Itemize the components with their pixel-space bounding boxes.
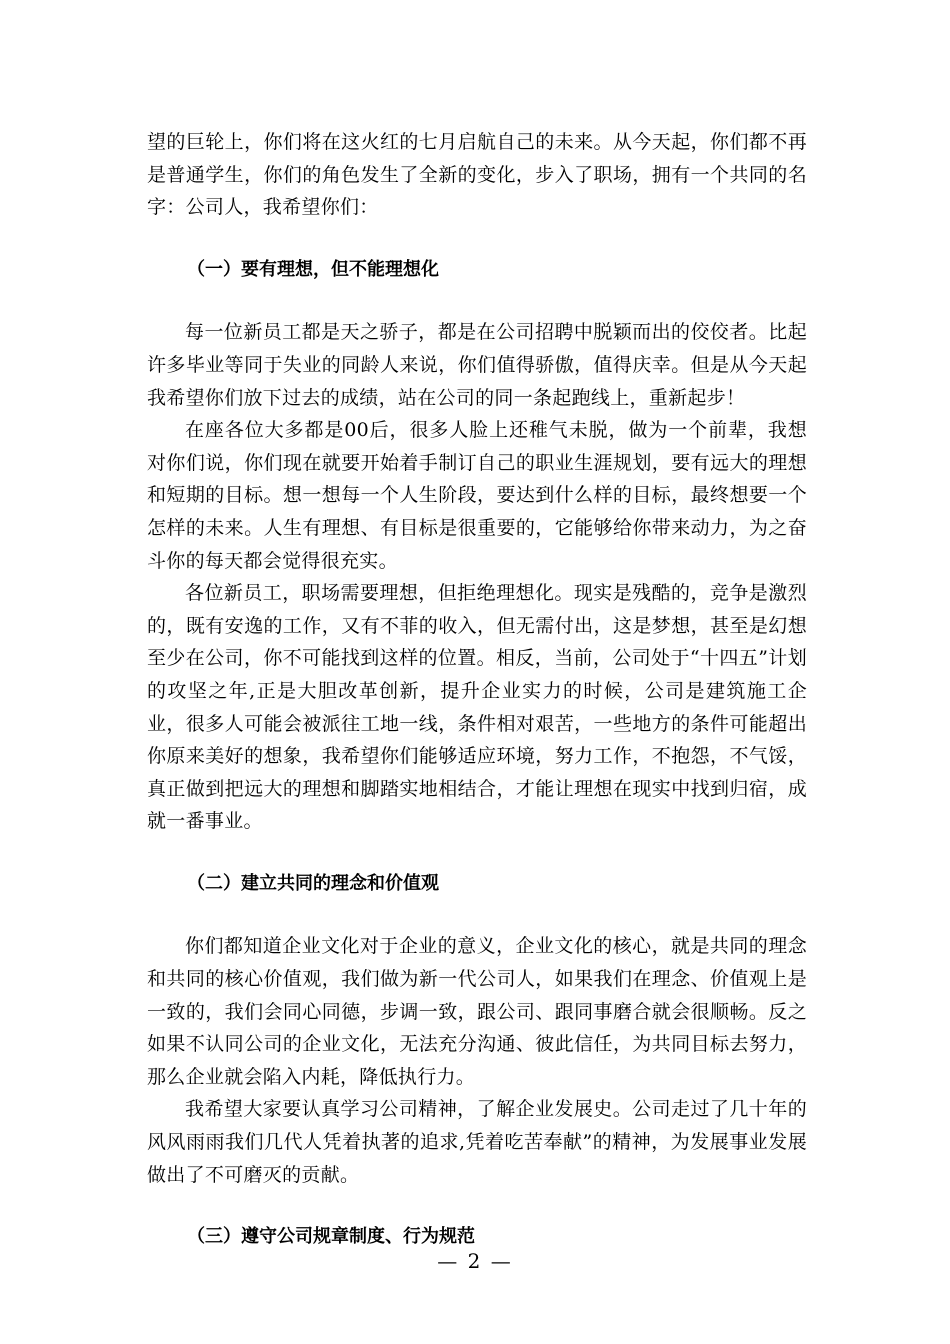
page-number: — 2 —: [437, 1249, 513, 1273]
paragraph-intro: 望的巨轮上，你们将在这火红的七月启航自己的未来。从今天起，你们都不再是普通学生，你们的角色发生了全新的变化，步入了职场，拥有一个共同的名字：公司人，我希望你们：: [147, 131, 807, 219]
paragraph-5: 我希望大家要认真学习公司精神，了解企业发展史。公司走过了几十年的风风雨雨我们几代人凭着执著的追求,凭着吃苦奉献”的精神，为发展事业发展做出了不可磨灭的贡献。: [147, 1098, 807, 1186]
paragraph-3: 各位新员工，职场需要理想，但拒绝理想化。现实是残酷的，竞争是激烈的，既有安逸的工作，又有不菲的收入，但无需付出，这是梦想，甚至是幻想至少在公司，你不可能找到这样的位置。相反，当前，公司处于“十四五”计划的攻坚之年,正是大胆改革创新，提升企业实力的时候，公司是建筑施工企业，很多人可能会被派往工地一线，条件相对艰苦，一些地方的条件可能超出你原来美好的想象，我希望你们能够适应环境，努力工作，不抱怨，不气馁，真正做到把远大的理想和脚踏实地相结合，才能让理想在现实中找到归宿，成就一番事业。: [147, 582, 807, 833]
paragraph-4: 你们都知道企业文化对于企业的意义，企业文化的核心，就是共同的理念和共同的核心价值观，我们做为新一代公司人，如果我们在理念、价值观上是一致的，我们会同心同德，步调一致，跟公司、跟同事磨合就会很顺畅。反之如果不认同公司的企业文化，无法充分沟通、彼此信任，为共同目标去努力，那么企业就会陷入内耗，降低执行力。: [147, 935, 807, 1088]
paragraph-1: 每一位新员工都是天之骄子，都是在公司招聘中脱颖而出的佼佼者。比起许多毕业等同于失业的同龄人来说，你们值得骄傲，值得庆幸。但是从今天起我希望你们放下过去的成绩，站在公司的同一条起跑线上，重新起步！: [147, 321, 807, 409]
body-text: [147, 126, 807, 1254]
section-heading-2: （二）建立共同的理念和价值观: [187, 872, 439, 894]
section-heading-3: （三）遵守公司规章制度、行为规范: [187, 1226, 475, 1248]
section-heading-1: （一）要有理想，但不能理想化: [187, 258, 439, 280]
paragraph-2: 在座各位大多都是00后，很多人脸上还稚气未脱，做为一个前辈，我想对你们说，你们现在就要开始着手制订自己的职业生涯规划，要有远大的理想和短期的目标。想一想每一个人生阶段，要达到什么样的目标，最终想要一个怎样的未来。人生有理想、有目标是很重要的，它能够给你带来动力，为之奋斗你的每天都会觉得很充实。: [147, 419, 807, 572]
